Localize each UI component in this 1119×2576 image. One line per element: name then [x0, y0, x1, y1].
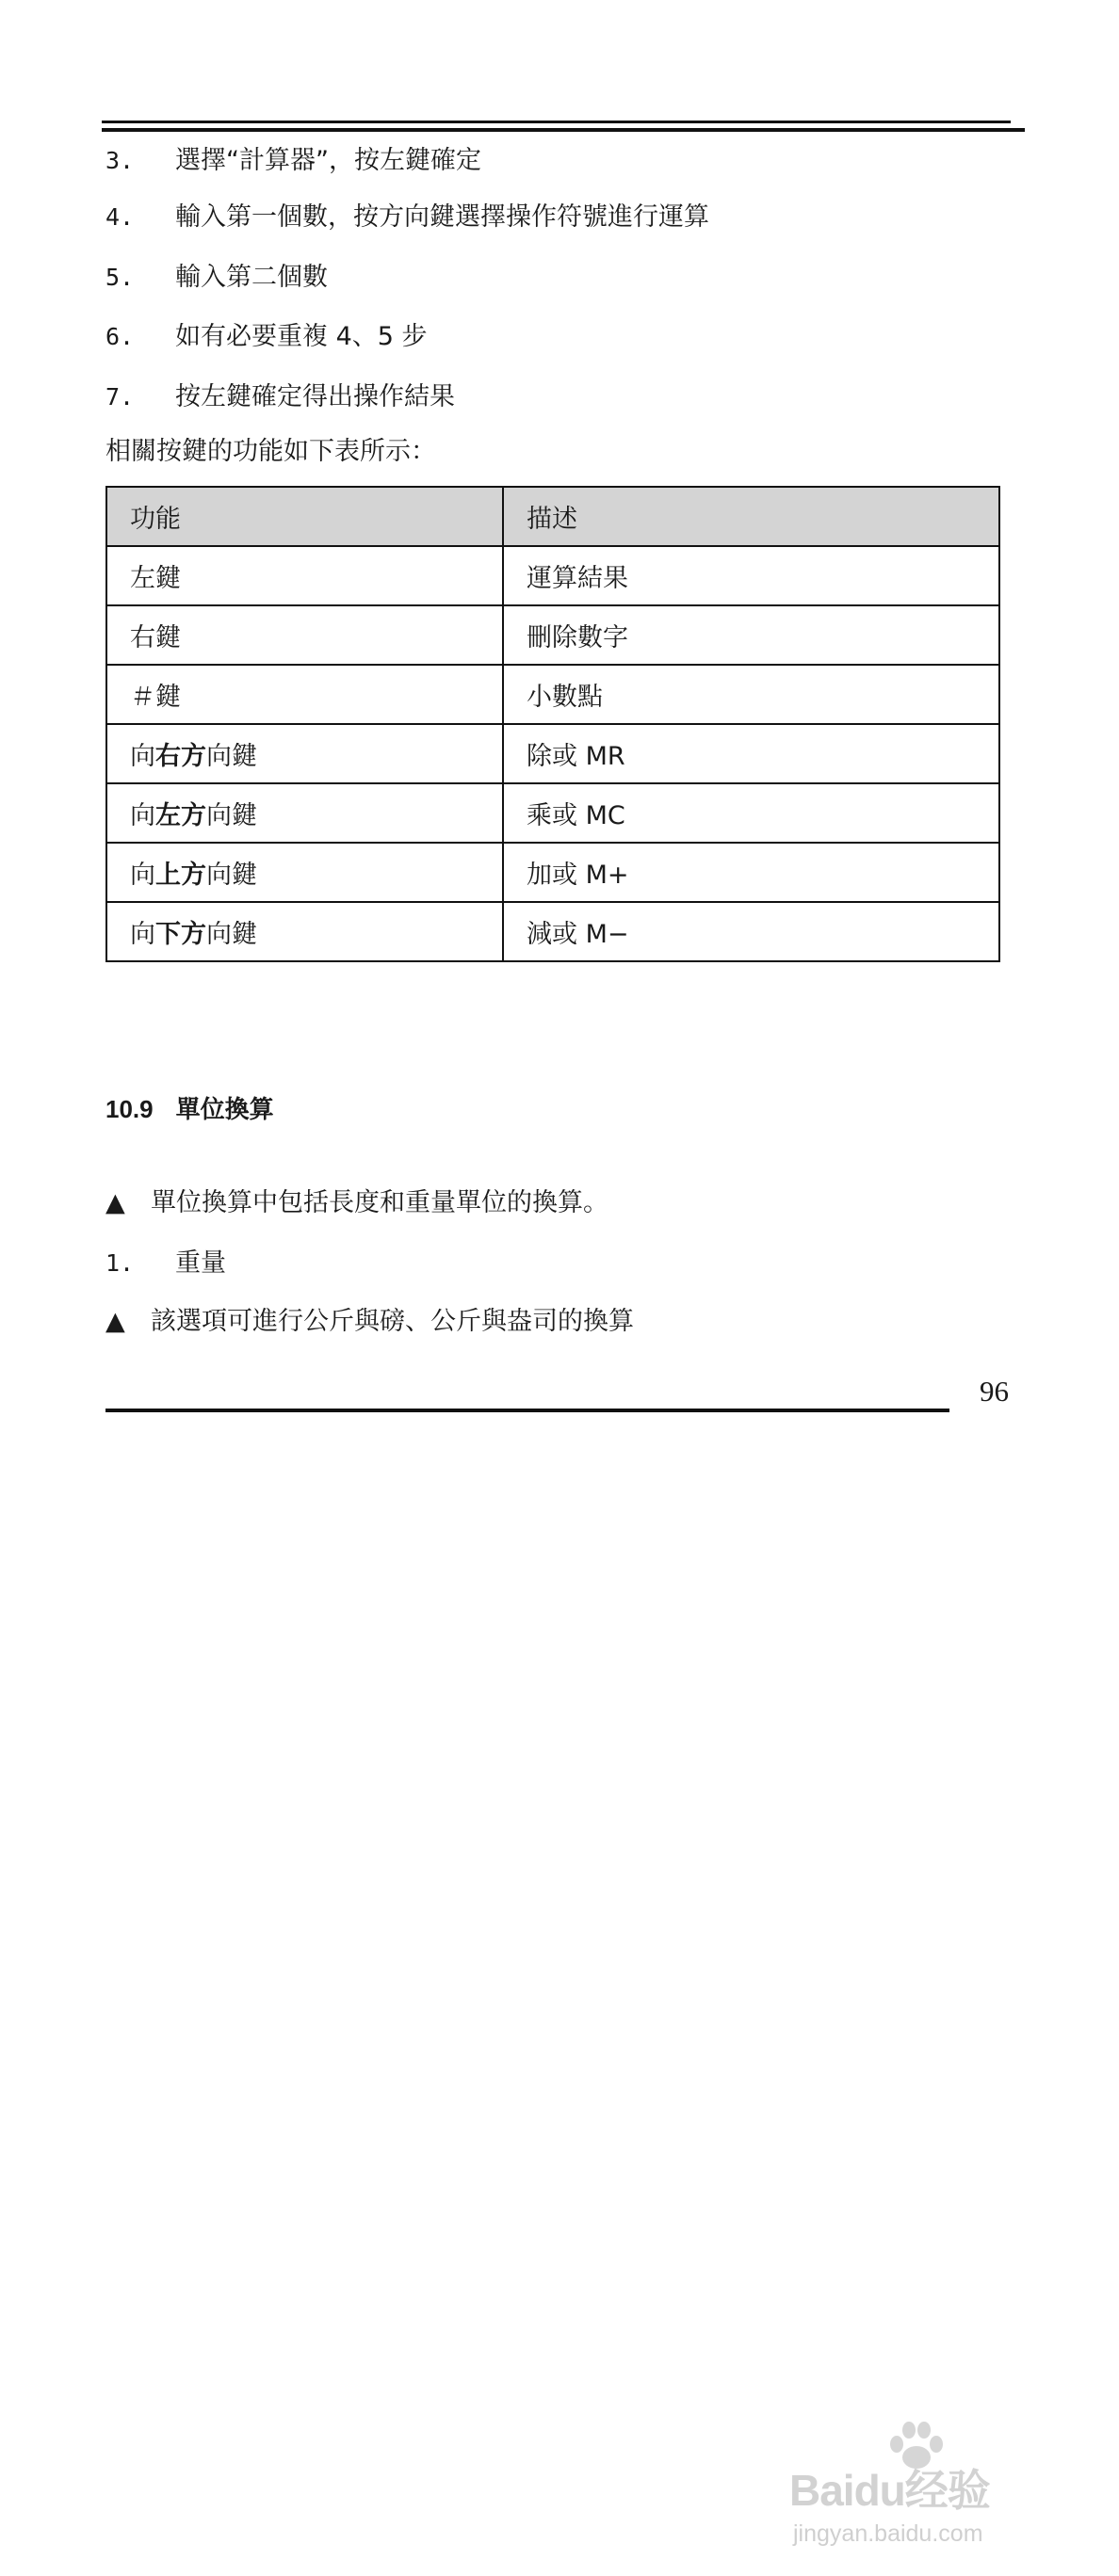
table-cell-function: [106, 724, 503, 783]
table-cell-function: ＃鍵: [106, 665, 503, 724]
function-direction: 左方: [155, 801, 206, 830]
triangle-bullet-icon: ▲: [105, 1188, 125, 1217]
bullet-text: 該選項可進行公斤與磅、公斤與盎司的換算: [151, 1307, 634, 1336]
function-suffix: 向鍵: [206, 742, 257, 771]
key-function-table: [105, 486, 1000, 962]
table-cell-description: 乘或 MC: [503, 783, 999, 843]
function-prefix: 向: [130, 801, 155, 830]
table-cell-function: [106, 843, 503, 902]
section-title: 單位換算: [175, 1095, 274, 1123]
table-cell-description: 運算結果: [503, 546, 999, 605]
step-number: 5.: [105, 264, 135, 291]
table-cell-description: 減或 M−: [503, 902, 999, 961]
function-suffix: 向鍵: [206, 801, 257, 830]
table-row: [106, 665, 999, 724]
function-prefix: 向: [130, 920, 155, 949]
step-number: 6.: [105, 323, 135, 350]
step-text: 輸入第一個數，按方向鍵選擇操作符號進行運算: [175, 202, 709, 232]
step-text: 輸入第二個數: [175, 263, 328, 292]
step-text: 選擇“計算器”，按左鍵確定: [175, 146, 481, 175]
table-cell-description: 刪除數字: [503, 605, 999, 665]
function-direction: 右方: [155, 742, 206, 771]
page-number: 96: [980, 1375, 1009, 1408]
table-cell-description: 除或 MR: [503, 724, 999, 783]
section-heading: [105, 1092, 274, 1126]
table-header-description: 描述: [503, 487, 999, 546]
function-suffix: 向鍵: [206, 920, 257, 949]
function-prefix: 向: [130, 742, 155, 771]
baidu-watermark: [789, 2418, 1062, 2550]
table-row: [106, 724, 999, 783]
bottom-rule: [105, 1409, 949, 1412]
table-cell-function: [106, 783, 503, 843]
top-rule-thick: [102, 128, 1025, 132]
step-number: 7.: [105, 383, 135, 411]
table-intro: 相關按鍵的功能如下表所示：: [105, 437, 436, 466]
table-cell-function: 左鍵: [106, 546, 503, 605]
function-prefix: 向: [130, 861, 155, 890]
sub-item-text: 重量: [175, 1248, 226, 1278]
function-direction: 上方: [155, 861, 206, 890]
watermark-url: jingyan.baidu.com: [793, 2520, 983, 2547]
function-direction: 下方: [155, 920, 206, 949]
sub-item-number: 1.: [105, 1249, 135, 1277]
table-row: [106, 605, 999, 665]
function-suffix: 向鍵: [206, 861, 257, 890]
table-row: [106, 783, 999, 843]
step-number: 3.: [105, 147, 135, 174]
section-number: 10.9: [105, 1095, 154, 1123]
triangle-bullet-icon: ▲: [105, 1307, 125, 1336]
table-row: [106, 546, 999, 605]
step-text: 按左鍵確定得出操作結果: [175, 382, 455, 411]
bullet-text: 單位換算中包括長度和重量單位的換算。: [151, 1188, 608, 1217]
step-text: 如有必要重複 4、5 步: [175, 322, 428, 351]
top-rule: [102, 121, 1011, 123]
table-cell-function: [106, 902, 503, 961]
watermark-logo-text: Baidu经验: [789, 2466, 990, 2515]
table-cell-description: 小數點: [503, 665, 999, 724]
table-cell-description: 加或 M+: [503, 843, 999, 902]
step-number: 4.: [105, 203, 135, 231]
table-header-row: [106, 487, 999, 546]
table-row: [106, 843, 999, 902]
table-row: [106, 902, 999, 961]
table-cell-function: 右鍵: [106, 605, 503, 665]
table-header-function: 功能: [106, 487, 503, 546]
